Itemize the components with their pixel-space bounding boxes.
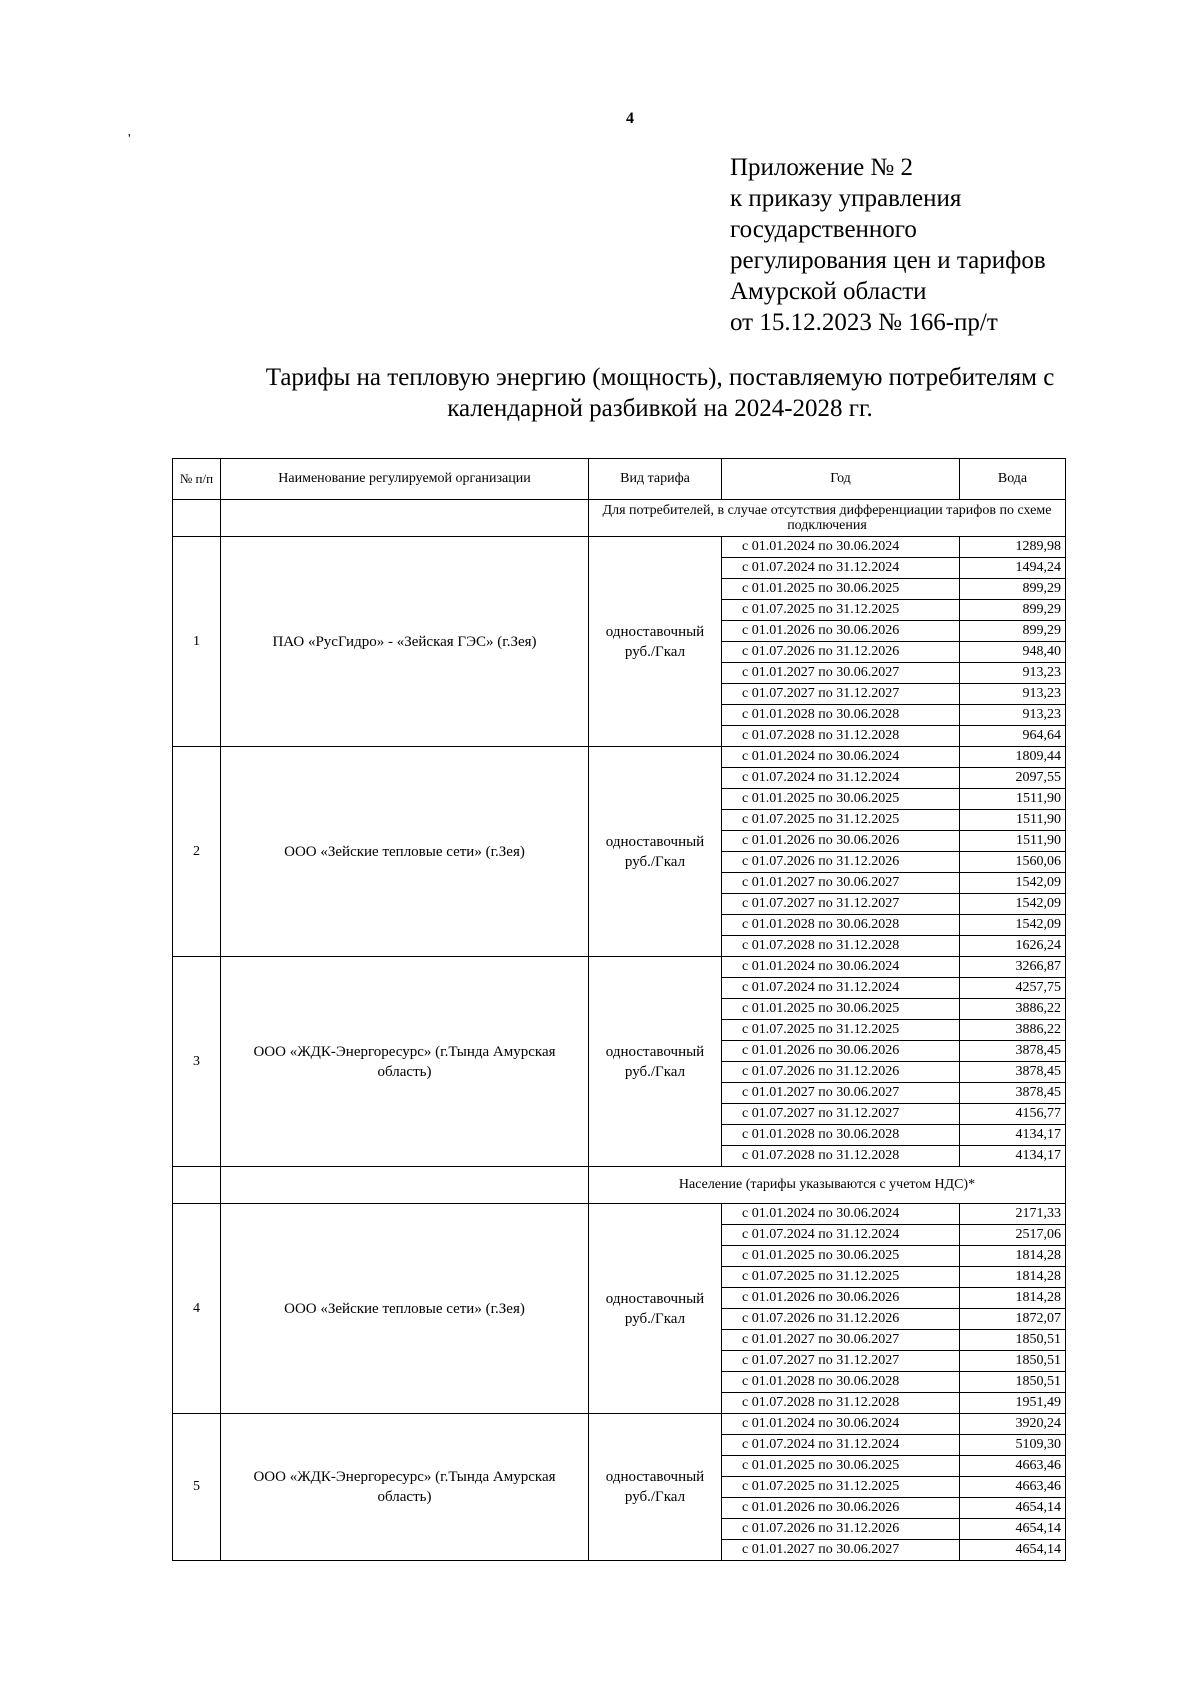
water-tariff-value: 1511,90	[960, 789, 1066, 810]
period-cell: с 01.01.2028 по 30.06.2028	[722, 1125, 960, 1146]
org-number: 2	[173, 747, 221, 957]
water-tariff-value: 1542,09	[960, 873, 1066, 894]
period-cell: с 01.01.2026 по 30.06.2026	[722, 1288, 960, 1309]
section-empty-cell	[221, 500, 589, 537]
period-cell: с 01.07.2026 по 31.12.2026	[722, 1519, 960, 1540]
org-name: ООО «Зейские тепловые сети» (г.Зея)	[221, 1204, 589, 1414]
water-tariff-value: 899,29	[960, 600, 1066, 621]
period-cell: с 01.07.2028 по 31.12.2028	[722, 1393, 960, 1414]
header-year: Год	[722, 459, 960, 500]
tariff-table-wrapper	[172, 458, 1065, 1561]
water-tariff-value: 1809,44	[960, 747, 1066, 768]
water-tariff-value: 1814,28	[960, 1288, 1066, 1309]
water-tariff-value: 1560,06	[960, 852, 1066, 873]
period-cell: с 01.07.2024 по 31.12.2024	[722, 1435, 960, 1456]
section-heading: Для потребителей, в случае отсутствия дифференциации тарифов по схеме подключения	[589, 500, 1066, 537]
table-header-row	[173, 459, 1066, 500]
period-cell: с 01.07.2026 по 31.12.2026	[722, 642, 960, 663]
document-title-line: Тарифы на тепловую энергию (мощность), поставляемую потребителям с	[265, 364, 1055, 391]
water-tariff-value: 1542,09	[960, 894, 1066, 915]
section-empty-cell	[173, 1167, 221, 1204]
water-tariff-value: 1542,09	[960, 915, 1066, 936]
period-cell: с 01.01.2026 по 30.06.2026	[722, 621, 960, 642]
water-tariff-value: 1511,90	[960, 810, 1066, 831]
water-tariff-value: 913,23	[960, 684, 1066, 705]
header-tariff-type: Вид тарифа	[589, 459, 722, 500]
appendix-line: государственного	[730, 216, 917, 243]
org-number: 3	[173, 957, 221, 1167]
water-tariff-value: 1289,98	[960, 537, 1066, 558]
water-tariff-value: 4663,46	[960, 1477, 1066, 1498]
water-tariff-value: 5109,30	[960, 1435, 1066, 1456]
period-cell: с 01.01.2026 по 30.06.2026	[722, 1498, 960, 1519]
tariff-type: одноставочный руб./Гкал	[589, 747, 722, 957]
water-tariff-value: 3886,22	[960, 999, 1066, 1020]
period-cell: с 01.07.2027 по 31.12.2027	[722, 894, 960, 915]
section-row	[173, 1167, 1066, 1204]
org-number: 4	[173, 1204, 221, 1414]
period-cell: с 01.07.2027 по 31.12.2027	[722, 1351, 960, 1372]
period-cell: с 01.01.2026 по 30.06.2026	[722, 1041, 960, 1062]
document-title-line: календарной разбивкой на 2024-2028 гг.	[447, 395, 873, 422]
period-cell: с 01.01.2024 по 30.06.2024	[722, 747, 960, 768]
section-empty-cell	[221, 1167, 589, 1204]
water-tariff-value: 1814,28	[960, 1267, 1066, 1288]
appendix-line: от 15.12.2023 № 166-пр/т	[730, 309, 998, 336]
water-tariff-value: 899,29	[960, 579, 1066, 600]
document-title	[200, 362, 1120, 424]
section-heading: Население (тарифы указываются с учетом НДС)*	[589, 1167, 1066, 1204]
org-name: ПАО «РусГидро» - «Зейская ГЭС» (г.Зея)	[221, 537, 589, 747]
table-row	[173, 537, 1066, 558]
period-cell: с 01.01.2025 по 30.06.2025	[722, 1456, 960, 1477]
tariff-type: одноставочный руб./Гкал	[589, 1204, 722, 1414]
water-tariff-value: 3266,87	[960, 957, 1066, 978]
table-body	[173, 500, 1066, 1561]
water-tariff-value: 4663,46	[960, 1456, 1066, 1477]
appendix-line: к приказу управления	[730, 185, 962, 212]
water-tariff-value: 1872,07	[960, 1309, 1066, 1330]
water-tariff-value: 4654,14	[960, 1540, 1066, 1561]
tariff-type: одноставочный руб./Гкал	[589, 957, 722, 1167]
period-cell: с 01.01.2027 по 30.06.2027	[722, 1540, 960, 1561]
period-cell: с 01.01.2025 по 30.06.2025	[722, 579, 960, 600]
section-row	[173, 500, 1066, 537]
period-cell: с 01.07.2025 по 31.12.2025	[722, 600, 960, 621]
header-org: Наименование регулируемой организации	[221, 459, 589, 500]
period-cell: с 01.07.2028 по 31.12.2028	[722, 726, 960, 747]
water-tariff-value: 2517,06	[960, 1225, 1066, 1246]
header-num: № п/п	[173, 459, 221, 500]
period-cell: с 01.07.2027 по 31.12.2027	[722, 684, 960, 705]
period-cell: с 01.07.2024 по 31.12.2024	[722, 558, 960, 579]
appendix-line: регулирования цен и тарифов	[730, 247, 1046, 274]
water-tariff-value: 3878,45	[960, 1083, 1066, 1104]
period-cell: с 01.01.2028 по 30.06.2028	[722, 705, 960, 726]
table-row	[173, 747, 1066, 768]
period-cell: с 01.07.2026 по 31.12.2026	[722, 1062, 960, 1083]
water-tariff-value: 1626,24	[960, 936, 1066, 957]
appendix-line: Амурской области	[730, 278, 927, 305]
appendix-line: Приложение № 2	[730, 154, 914, 181]
period-cell: с 01.01.2025 по 30.06.2025	[722, 999, 960, 1020]
water-tariff-value: 3878,45	[960, 1062, 1066, 1083]
period-cell: с 01.01.2027 по 30.06.2027	[722, 663, 960, 684]
period-cell: с 01.01.2027 по 30.06.2027	[722, 873, 960, 894]
header-water: Вода	[960, 459, 1066, 500]
scan-mark: '	[128, 132, 131, 147]
water-tariff-value: 3920,24	[960, 1414, 1066, 1435]
org-name: ООО «Зейские тепловые сети» (г.Зея)	[221, 747, 589, 957]
water-tariff-value: 4654,14	[960, 1498, 1066, 1519]
period-cell: с 01.01.2025 по 30.06.2025	[722, 789, 960, 810]
water-tariff-value: 964,64	[960, 726, 1066, 747]
period-cell: с 01.07.2024 по 31.12.2024	[722, 978, 960, 999]
period-cell: с 01.07.2025 по 31.12.2025	[722, 1020, 960, 1041]
water-tariff-value: 1494,24	[960, 558, 1066, 579]
period-cell: с 01.01.2024 по 30.06.2024	[722, 537, 960, 558]
period-cell: с 01.07.2028 по 31.12.2028	[722, 936, 960, 957]
period-cell: с 01.07.2025 по 31.12.2025	[722, 810, 960, 831]
water-tariff-value: 1511,90	[960, 831, 1066, 852]
water-tariff-value: 1850,51	[960, 1351, 1066, 1372]
page-number: 4	[626, 110, 634, 127]
water-tariff-value: 1951,49	[960, 1393, 1066, 1414]
period-cell: с 01.07.2026 по 31.12.2026	[722, 1309, 960, 1330]
period-cell: с 01.01.2026 по 30.06.2026	[722, 831, 960, 852]
org-number: 1	[173, 537, 221, 747]
water-tariff-value: 1850,51	[960, 1372, 1066, 1393]
period-cell: с 01.07.2025 по 31.12.2025	[722, 1267, 960, 1288]
tariff-table	[172, 458, 1066, 1561]
water-tariff-value: 4134,17	[960, 1146, 1066, 1167]
period-cell: с 01.07.2025 по 31.12.2025	[722, 1477, 960, 1498]
period-cell: с 01.01.2024 по 30.06.2024	[722, 957, 960, 978]
water-tariff-value: 4257,75	[960, 978, 1066, 999]
water-tariff-value: 4654,14	[960, 1519, 1066, 1540]
water-tariff-value: 899,29	[960, 621, 1066, 642]
org-name: ООО «ЖДК-Энергоресурс» (г.Тында Амурская область)	[221, 957, 589, 1167]
water-tariff-value: 948,40	[960, 642, 1066, 663]
appendix-header	[730, 152, 1170, 338]
period-cell: с 01.01.2027 по 30.06.2027	[722, 1083, 960, 1104]
period-cell: с 01.07.2024 по 31.12.2024	[722, 768, 960, 789]
period-cell: с 01.01.2024 по 30.06.2024	[722, 1204, 960, 1225]
table-row	[173, 957, 1066, 978]
org-number: 5	[173, 1414, 221, 1561]
period-cell: с 01.01.2025 по 30.06.2025	[722, 1246, 960, 1267]
period-cell: с 01.01.2028 по 30.06.2028	[722, 1372, 960, 1393]
tariff-type: одноставочный руб./Гкал	[589, 537, 722, 747]
tariff-type: одноставочный руб./Гкал	[589, 1414, 722, 1561]
water-tariff-value: 4134,17	[960, 1125, 1066, 1146]
period-cell: с 01.01.2024 по 30.06.2024	[722, 1414, 960, 1435]
water-tariff-value: 1814,28	[960, 1246, 1066, 1267]
table-row	[173, 1204, 1066, 1225]
water-tariff-value: 2171,33	[960, 1204, 1066, 1225]
period-cell: с 01.07.2024 по 31.12.2024	[722, 1225, 960, 1246]
water-tariff-value: 3878,45	[960, 1041, 1066, 1062]
period-cell: с 01.01.2027 по 30.06.2027	[722, 1330, 960, 1351]
period-cell: с 01.07.2027 по 31.12.2027	[722, 1104, 960, 1125]
period-cell: с 01.07.2028 по 31.12.2028	[722, 1146, 960, 1167]
water-tariff-value: 3886,22	[960, 1020, 1066, 1041]
org-name: ООО «ЖДК-Энергоресурс» (г.Тында Амурская область)	[221, 1414, 589, 1561]
water-tariff-value: 913,23	[960, 705, 1066, 726]
table-row	[173, 1414, 1066, 1435]
period-cell: с 01.07.2026 по 31.12.2026	[722, 852, 960, 873]
water-tariff-value: 913,23	[960, 663, 1066, 684]
period-cell: с 01.01.2028 по 30.06.2028	[722, 915, 960, 936]
water-tariff-value: 4156,77	[960, 1104, 1066, 1125]
water-tariff-value: 2097,55	[960, 768, 1066, 789]
section-empty-cell	[173, 500, 221, 537]
water-tariff-value: 1850,51	[960, 1330, 1066, 1351]
